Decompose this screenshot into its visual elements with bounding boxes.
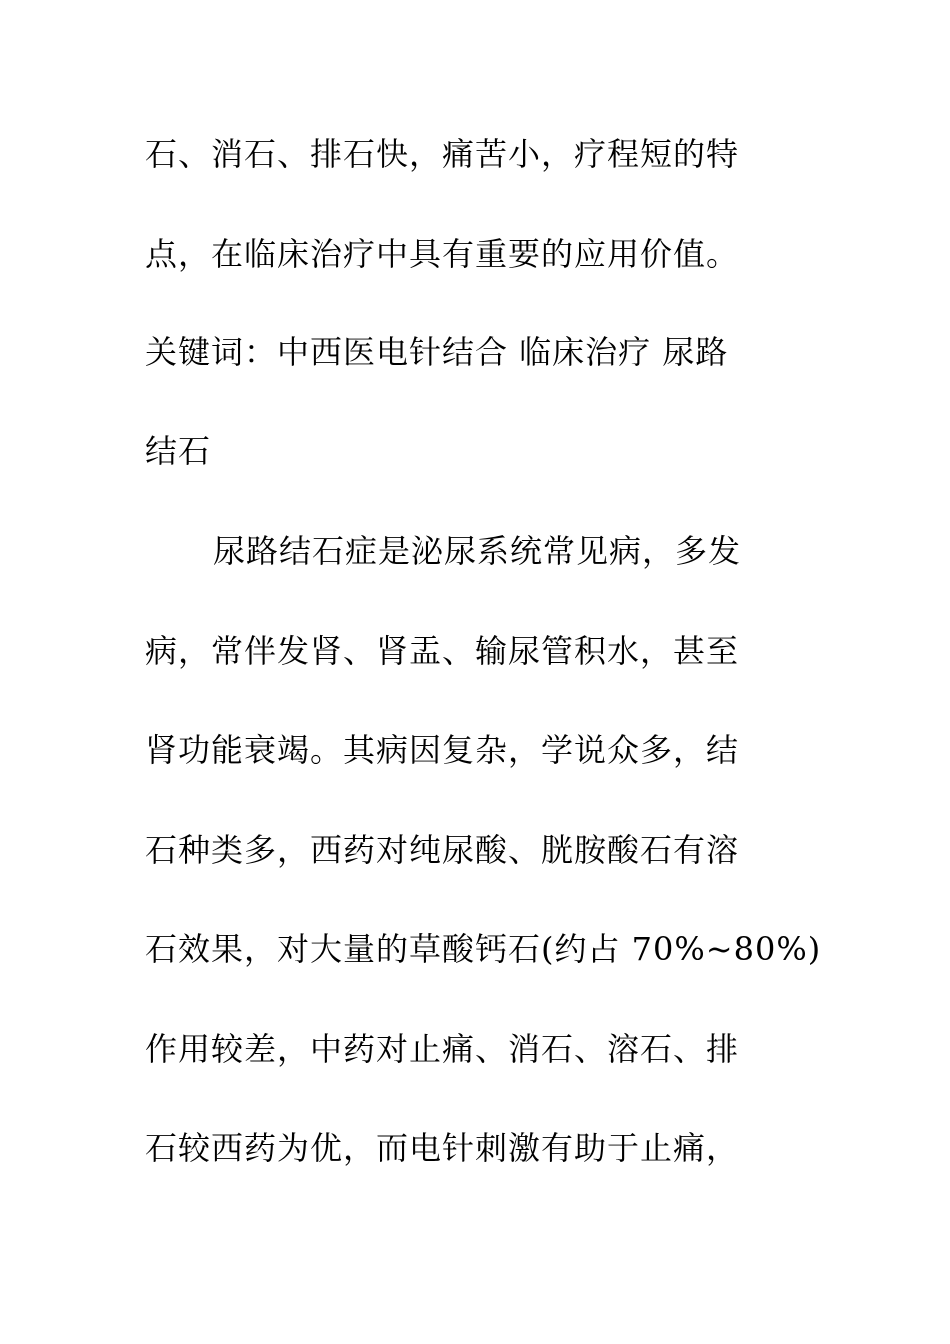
keywords-line-continued: 结石 — [145, 432, 212, 470]
text-line: 石效果，对大量的草酸钙石(约占 70%~80%) — [145, 930, 822, 968]
text-line: 肾功能衰竭。其病因复杂，学说众多，结 — [145, 731, 740, 769]
keywords-line: 关键词：中西医电针结合 临床治疗 尿路 — [145, 333, 729, 371]
text-line: 点，在临床治疗中具有重要的应用价值。 — [145, 235, 740, 273]
text-line: 石、消石、排石快，痛苦小，疗程短的特 — [145, 135, 740, 173]
text-line: 作用较差，中药对止痛、消石、溶石、排 — [145, 1030, 740, 1068]
paragraph-first-line: 尿路结石症是泌尿系统常见病，多发 — [213, 532, 742, 570]
text-line: 病，常伴发肾、肾盂、输尿管积水，甚至 — [145, 632, 740, 670]
text-line: 石种类多，西药对纯尿酸、胱胺酸石有溶 — [145, 831, 740, 869]
text-line: 石较西药为优，而电针刺激有助于止痛， — [145, 1129, 740, 1167]
